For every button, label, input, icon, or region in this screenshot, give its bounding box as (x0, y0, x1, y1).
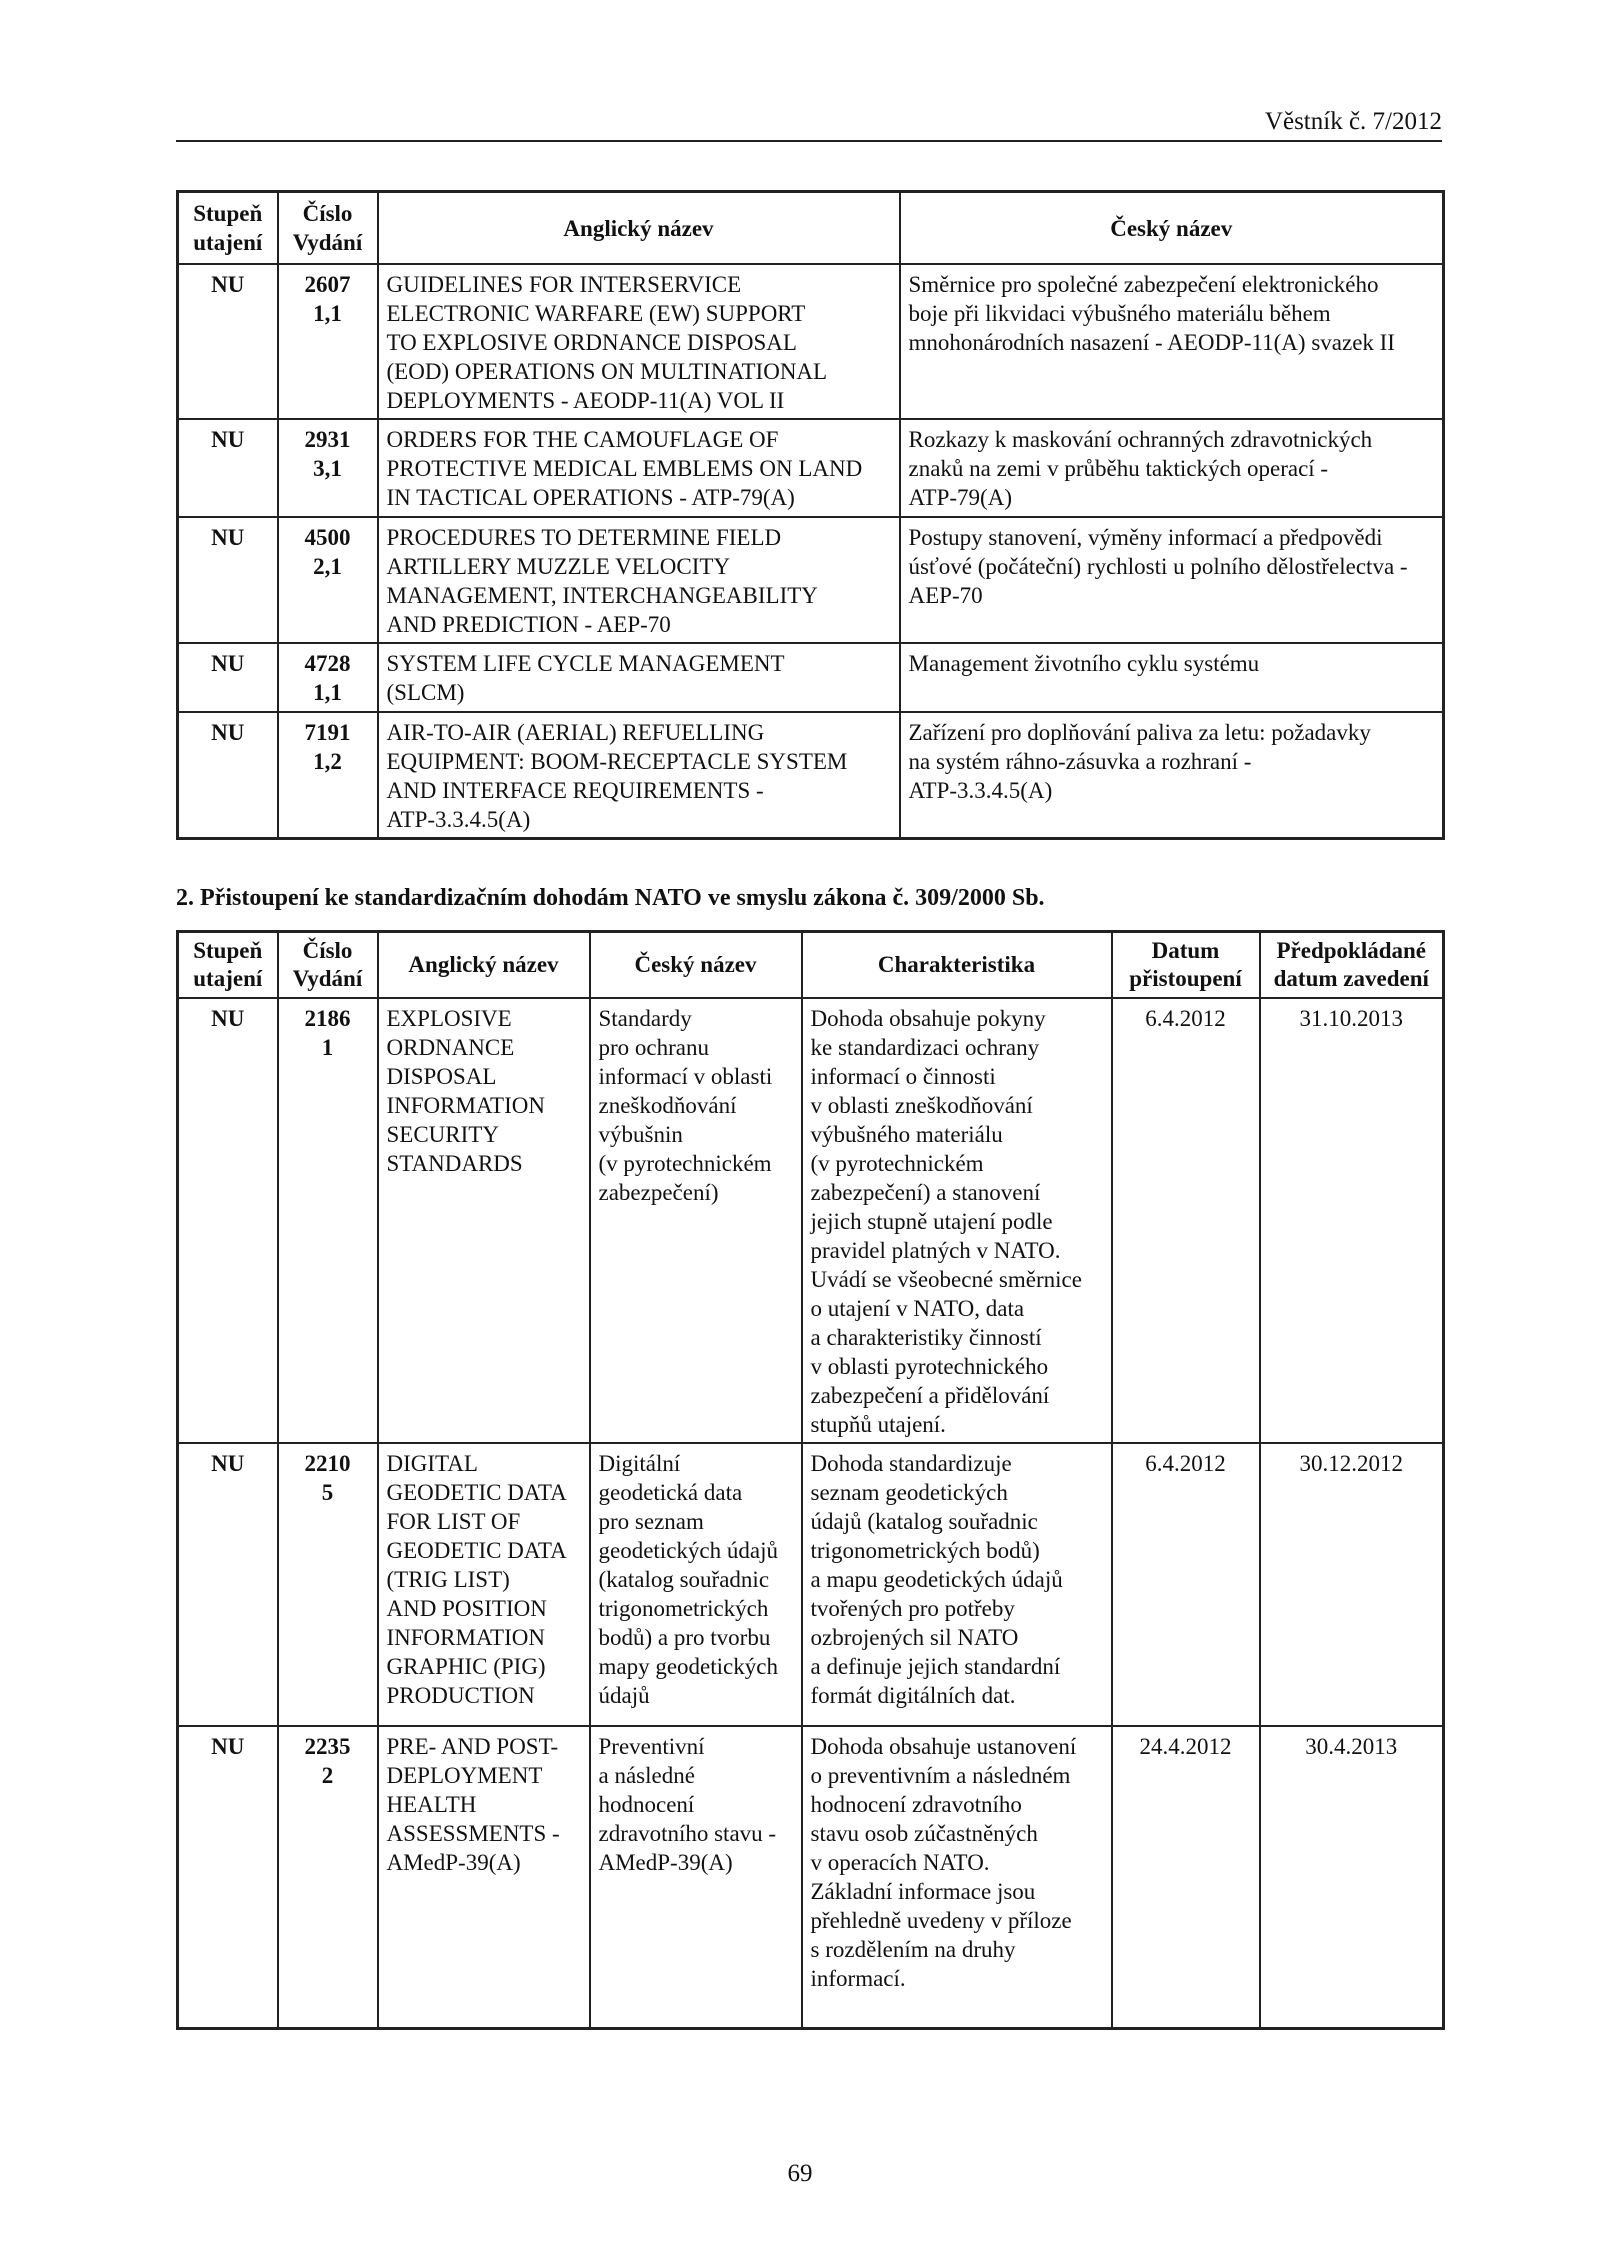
table-header-row (178, 932, 1444, 999)
czech-title-cell: Management životního cyklu systému (900, 643, 1444, 712)
english-title-cell: PROCEDURES TO DETERMINE FIELD ARTILLERY MUZZLE VELOCITY MANAGEMENT, INTERCHANGEABILITY AND PREDICTION - AEP-70 (378, 517, 900, 643)
header-accession-date: Datum přistoupení (1112, 932, 1260, 999)
accession-date-cell: 24.4.2012 (1112, 1726, 1260, 2029)
level-cell: NU (178, 712, 278, 839)
level-cell: NU (178, 998, 278, 1443)
english-title-cell: EXPLOSIVE ORDNANCE DISPOSAL INFORMATION SECURITY STANDARDS (378, 998, 590, 1443)
standards-table-2 (176, 930, 1445, 2030)
journal-header: Věstník č. 7/2012 (176, 108, 1442, 142)
characteristics-cell: Dohoda obsahuje pokyny ke standardizaci ochrany informací o činnosti v oblasti zneškodňování výbušného materiálu (v pyrotechnickém zabezpečení) a stanovení jejich stupně utajení podle pravidel platných v NATO. Uvádí se všeobecné směrnice o utajení v NATO, data a charakteristiky činností v oblasti pyrotechnického zabezpečení a přidělování stupňů utajení. (802, 998, 1112, 1443)
expected-date-cell: 30.12.2012 (1260, 1443, 1444, 1726)
stanag-number: 2210 (304, 1451, 351, 1476)
stanag-number: 2186 (304, 1006, 351, 1031)
stanag-number: 2931 (304, 427, 351, 452)
header-characteristics: Charakteristika (802, 932, 1112, 999)
number-cell (278, 264, 378, 419)
stanag-number: 2235 (304, 1734, 351, 1759)
czech-title-cell: Postupy stanovení, výměny informací a předpovědi úsťové (počáteční) rychlosti u polního dělostřelectva - AEP-70 (900, 517, 1444, 643)
number-cell (278, 1443, 378, 1726)
edition: 5 (321, 1480, 334, 1505)
english-title-cell: SYSTEM LIFE CYCLE MANAGEMENT (SLCM) (378, 643, 900, 712)
characteristics-cell: Dohoda standardizuje seznam geodetických údajů (katalog souřadnic trigonometrických bodů) a mapu geodetických údajů tvořených pro potřeby ozbrojených sil NATO a definuje jejich standardní formát digitálních dat. (802, 1443, 1112, 1726)
header-english-title: Anglický název (378, 192, 900, 265)
standards-table-1 (176, 190, 1445, 840)
level-cell: NU (178, 1443, 278, 1726)
table-row (178, 517, 1444, 643)
section-heading: 2. Přistoupení ke standardizačním dohodám NATO ve smyslu zákona č. 309/2000 Sb. (176, 885, 1045, 911)
edition: 2,1 (313, 554, 342, 579)
expected-date-cell: 30.4.2013 (1260, 1726, 1444, 2029)
czech-title-cell: Digitální geodetická data pro seznam geodetických údajů (katalog souřadnic trigonometrických bodů) a pro tvorbu mapy geodetických údajů (590, 1443, 802, 1726)
czech-title-cell: Rozkazy k maskování ochranných zdravotnických znaků na zemi v průběhu taktických operací - ATP-79(A) (900, 419, 1444, 517)
table-row (178, 712, 1444, 839)
header-czech-title: Český název (900, 192, 1444, 265)
edition: 1,1 (313, 680, 342, 705)
edition: 1 (321, 1035, 334, 1060)
level-cell: NU (178, 517, 278, 643)
stanag-number: 7191 (304, 720, 351, 745)
table-row (178, 1443, 1444, 1726)
header-level: Stupeň utajení (178, 932, 278, 999)
table-header-row (178, 192, 1444, 265)
level-cell: NU (178, 264, 278, 419)
czech-title-cell: Zařízení pro doplňování paliva za letu: požadavky na systém ráhno-zásuvka a rozhraní - ATP-3.3.4.5(A) (900, 712, 1444, 839)
table-row (178, 1726, 1444, 2029)
header-english-title: Anglický název (378, 932, 590, 999)
table-row (178, 264, 1444, 419)
czech-title-cell: Preventivní a následné hodnocení zdravotního stavu - AMedP-39(A) (590, 1726, 802, 2029)
number-cell (278, 998, 378, 1443)
english-title-cell: GUIDELINES FOR INTERSERVICE ELECTRONIC WARFARE (EW) SUPPORT TO EXPLOSIVE ORDNANCE DISPOSAL (EOD) OPERATIONS ON MULTINATIONAL DEPLOYMENTS - AEODP-11(A) VOL II (378, 264, 900, 419)
edition: 3,1 (313, 456, 342, 481)
level-cell: NU (178, 419, 278, 517)
page-number: 69 (787, 2160, 813, 2187)
accession-date-cell: 6.4.2012 (1112, 998, 1260, 1443)
stanag-number: 4500 (304, 525, 351, 550)
number-cell (278, 517, 378, 643)
number-cell (278, 643, 378, 712)
header-czech-title: Český název (590, 932, 802, 999)
expected-date-cell: 31.10.2013 (1260, 998, 1444, 1443)
english-title-cell: DIGITAL GEODETIC DATA FOR LIST OF GEODETIC DATA (TRIG LIST) AND POSITION INFORMATION GRAPHIC (PIG) PRODUCTION (378, 1443, 590, 1726)
english-title-cell: ORDERS FOR THE CAMOUFLAGE OF PROTECTIVE MEDICAL EMBLEMS ON LAND IN TACTICAL OPERATIONS - ATP-79(A) (378, 419, 900, 517)
table-row (178, 643, 1444, 712)
english-title-cell: AIR-TO-AIR (AERIAL) REFUELLING EQUIPMENT: BOOM-RECEPTACLE SYSTEM AND INTERFACE REQUIREMENTS - ATP-3.3.4.5(A) (378, 712, 900, 839)
header-expected-date: Předpokládané datum zavedení (1260, 932, 1444, 999)
characteristics-cell: Dohoda obsahuje ustanovení o preventivním a následném hodnocení zdravotního stavu osob zúčastněných v operacích NATO. Základní informace jsou přehledně uvedeny v příloze s rozdělením na druhy informací. (802, 1726, 1112, 2029)
english-title-cell: PRE- AND POST- DEPLOYMENT HEALTH ASSESSMENTS - AMedP-39(A) (378, 1726, 590, 2029)
table-row (178, 419, 1444, 517)
edition: 1,1 (313, 301, 342, 326)
table-row (178, 998, 1444, 1443)
edition: 1,2 (313, 749, 342, 774)
level-cell: NU (178, 643, 278, 712)
number-cell (278, 712, 378, 839)
header-level: Stupeň utajení (178, 192, 278, 265)
edition: 2 (321, 1763, 334, 1788)
stanag-number: 4728 (304, 651, 351, 676)
header-number: Číslo Vydání (278, 192, 378, 265)
czech-title-cell: Směrnice pro společné zabezpečení elektronického boje při likvidaci výbušného materiálu během mnohonárodních nasazení - AEODP-11(A) svazek II (900, 264, 1444, 419)
accession-date-cell: 6.4.2012 (1112, 1443, 1260, 1726)
czech-title-cell: Standardy pro ochranu informací v oblasti zneškodňování výbušnin (v pyrotechnickém zabezpečení) (590, 998, 802, 1443)
level-cell: NU (178, 1726, 278, 2029)
number-cell (278, 419, 378, 517)
number-cell (278, 1726, 378, 2029)
stanag-number: 2607 (304, 272, 351, 297)
header-number: Číslo Vydání (278, 932, 378, 999)
